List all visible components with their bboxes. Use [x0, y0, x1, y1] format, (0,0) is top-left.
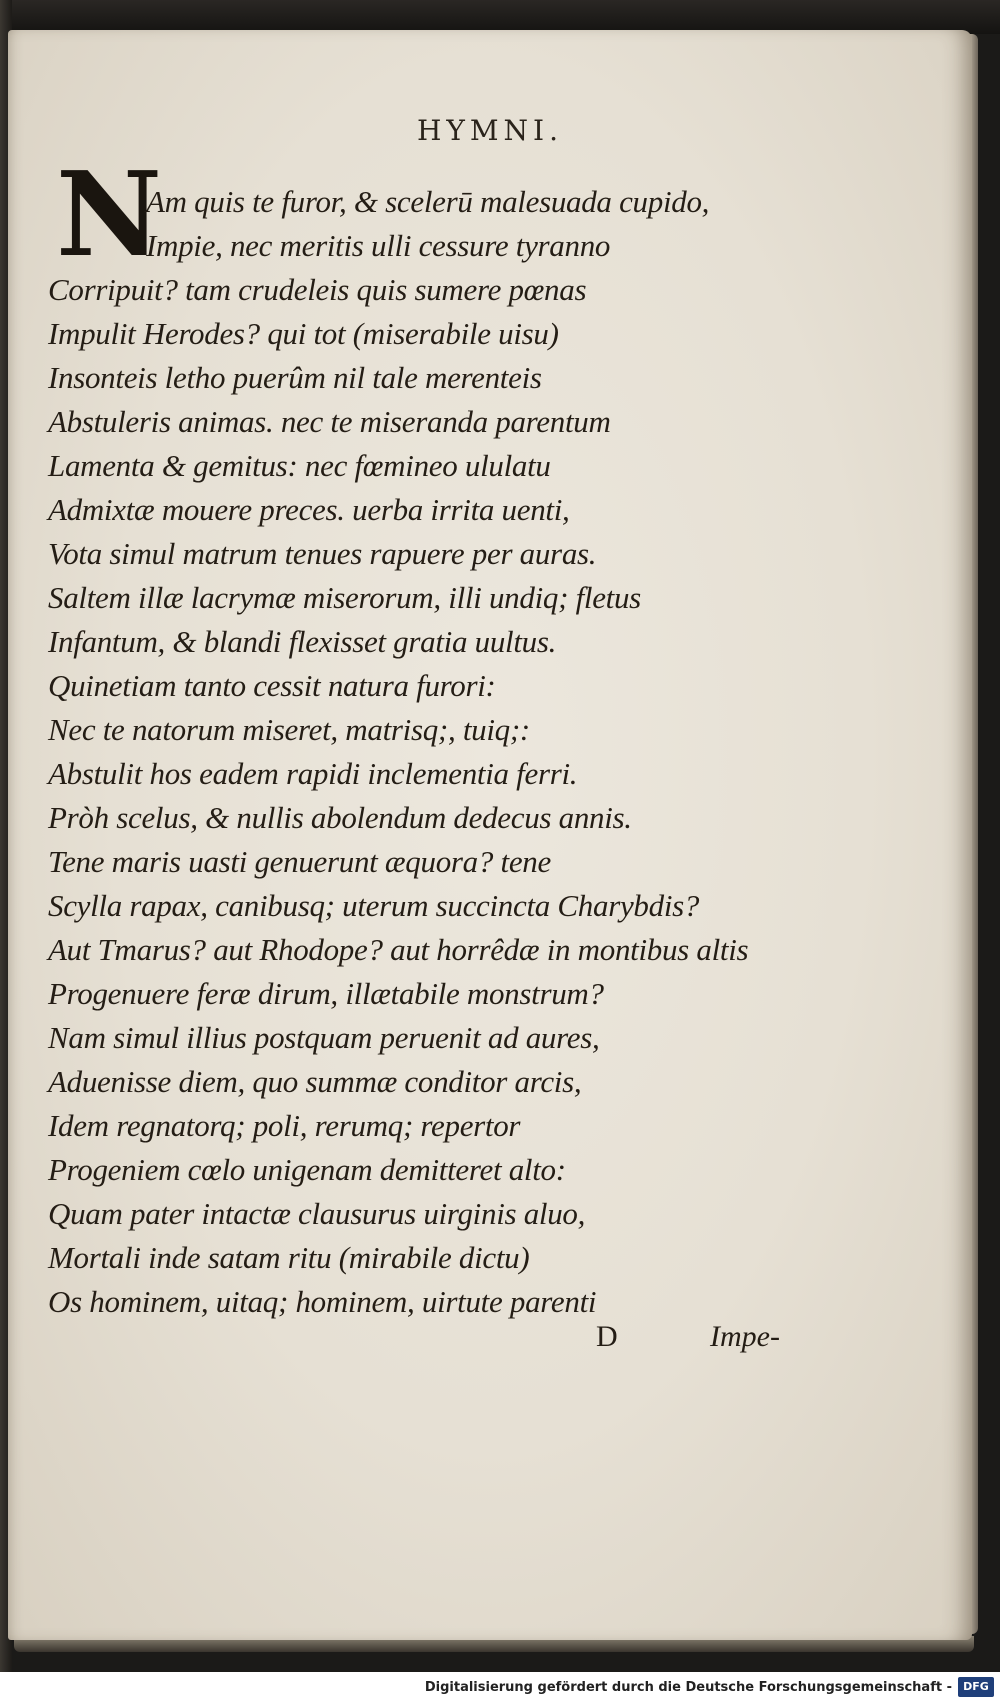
- verse-line-6: Abstuleris animas. nec te miseranda parentum: [48, 404, 611, 439]
- verse-line-24: Quam pater intactæ clausurus uirginis aluo,: [48, 1196, 586, 1231]
- running-head: HYMNI.: [416, 114, 564, 147]
- catchword: Impe-: [710, 1320, 780, 1353]
- verse-line-22: Idem regnatorq; poli, rerumq; repertor: [48, 1108, 521, 1143]
- verse-line-16: Tene maris uasti genuerunt æquora? tene: [48, 844, 551, 879]
- verse-line-19: Progenuere feræ dirum, illætabile monstrum?: [48, 976, 604, 1011]
- verse-line-9: Vota simul matrum tenues rapuere per auras.: [48, 536, 597, 571]
- verse-line-26: Os hominem, uitaq; hominem, uirtute parenti: [48, 1284, 597, 1319]
- verse-line-10: Saltem illæ lacrymæ miserorum, illi undiq; fletus: [48, 580, 641, 615]
- verse-line-25: Mortali inde satam ritu (mirabile dictu): [48, 1240, 530, 1275]
- verse-line-8: Admixtæ mouere preces. uerba irrita uenti,: [48, 492, 570, 527]
- funding-credit: Digitalisierung gefördert durch die Deutsche Forschungsgemeinschaft -: [424, 1680, 952, 1695]
- verse-line-7: Lamenta & gemitus: nec fœmineo ululatu: [48, 448, 551, 483]
- verse-line-3: Corripuit? tam crudeleis quis sumere pœnas: [48, 272, 587, 307]
- verse-line-14: Abstulit hos eadem rapidi inclementia ferri.: [48, 756, 578, 791]
- verse-line-13: Nec te natorum miseret, matrisq;, tuiq;:: [48, 712, 530, 747]
- verse-line-17: Scylla rapax, canibusq; uterum succincta Charybdis?: [48, 888, 700, 923]
- signature-mark: D: [596, 1320, 618, 1353]
- decorated-initial: N: [56, 147, 163, 283]
- book-page: [8, 30, 972, 1640]
- verse-line-2: Impie, nec meritis ulli cessure tyranno: [146, 228, 611, 263]
- verse-line-1: Am quis te furor, & scelerū malesuada cupido,: [146, 184, 710, 219]
- verse-line-5: Insonteis letho puerûm nil tale merenteis: [48, 360, 542, 395]
- verse-line-12: Quinetiam tanto cessit natura furori:: [48, 668, 496, 703]
- digitization-footer: [0, 1672, 1000, 1706]
- verse-line-15: Pròh scelus, & nullis abolendum dedecus annis.: [48, 800, 632, 835]
- verse-line-18: Aut Tmarus? aut Rhodope? aut horrêdæ in montibus altis: [48, 932, 749, 967]
- verse-line-11: Infantum, & blandi flexisset gratia uultus.: [48, 624, 557, 659]
- scan-top-edge: [0, 0, 1000, 34]
- dfg-logo-icon: DFG: [958, 1677, 994, 1697]
- verse-line-4: Impulit Herodes? qui tot (miserabile uisu): [48, 316, 559, 351]
- verse-line-21: Aduenisse diem, quo summæ conditor arcis,: [48, 1064, 582, 1099]
- verse-line-23: Progeniem cœlo unigenam demitteret alto:: [48, 1152, 566, 1187]
- verse-line-20: Nam simul illius postquam peruenit ad aures,: [48, 1020, 600, 1055]
